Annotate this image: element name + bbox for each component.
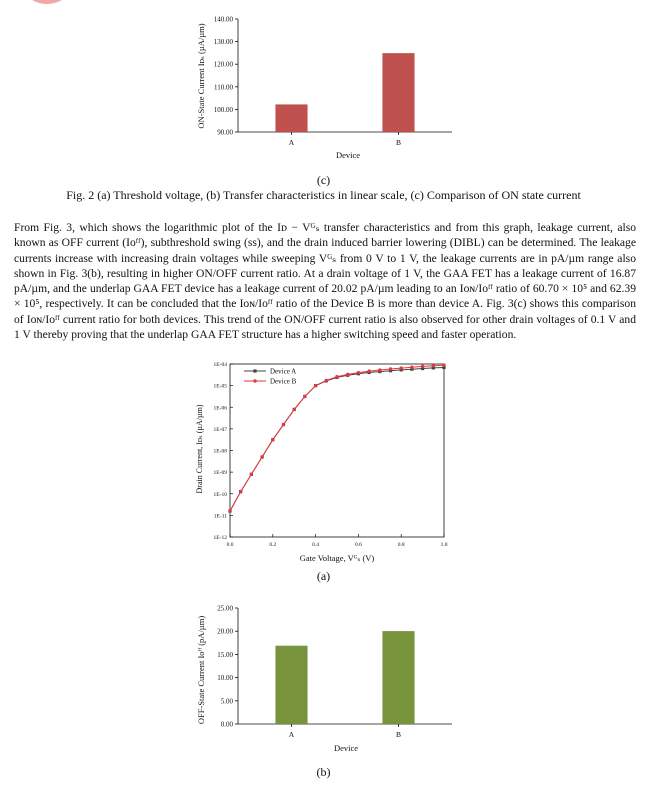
log-series-device-b-point [346, 373, 349, 376]
fig3a-caption: (a) [316, 569, 331, 583]
log-series-device-b-point [421, 365, 424, 368]
on-chart-bar-b [382, 53, 414, 132]
on-chart-x-tick-label: A [288, 138, 295, 147]
log-series-device-b-point [293, 408, 296, 411]
log-series-device-b-point [271, 438, 274, 441]
on-chart-xlabel: Device [335, 150, 361, 160]
on-current-bar-chart [0, 0, 647, 200]
log-series-device-b-point [410, 366, 413, 369]
off-chart-ylabel: OFF-State Current Iᴏᶠᶠ (pA/µm) [196, 615, 206, 725]
log-series-device-b-point [432, 364, 435, 367]
log-series-device-b-point [389, 367, 392, 370]
log-series-device-a-line [230, 367, 444, 511]
on-chart-bar-a [275, 104, 307, 132]
log-series-device-a-legend-label: Device A [270, 367, 297, 376]
log-chart-y-tick-label: 1E-10 [213, 491, 227, 498]
log-chart-frame [230, 364, 444, 537]
on-chart-y-tick-label: 140.00 [213, 15, 233, 24]
log-chart-x-tick-label: 0.0 [226, 542, 234, 548]
log-series-device-b-point [239, 490, 242, 493]
log-chart-y-tick-label: 1E-12 [213, 535, 227, 541]
off-chart-xlabel: Device [333, 743, 359, 753]
log-chart-x-tick-label: 1.0 [440, 542, 448, 548]
log-series-device-b-point [378, 368, 381, 371]
off-chart-y-tick-label: 20.00 [217, 627, 233, 636]
log-chart-x-tick-label: 0.4 [312, 542, 320, 548]
log-chart-xlabel: Gate Voltage, Vᴳₛ (V) [299, 553, 375, 563]
log-series-device-a-legend-marker [253, 369, 256, 372]
log-series-device-b-point [282, 423, 285, 426]
on-chart-y-tick-label: 90.00 [217, 128, 233, 137]
log-chart-y-tick-label: 1E-06 [213, 405, 227, 412]
log-series-device-b-point [357, 371, 360, 374]
off-chart-bar-a [275, 646, 307, 724]
on-chart-y-tick-label: 130.00 [213, 38, 233, 47]
log-chart-y-tick-label: 1E-08 [213, 448, 227, 455]
on-chart-x-tick-label: B [395, 138, 402, 147]
paragraph-text: From Fig. 3, which shows the logarithmic plot of the Iᴅ − Vᴳₛ transfer characteristics and from this graph, leakage current, also known as OFF current (Iᴏᶠᶠ), subthreshold swing (ss), and the drain induced barrier lowering (DIBL) can be determined. The leakage currents increase with increasing drain voltages while sweeping Vᴳₛ from 0 V to 1 V, the leakage currents are in pA/µm range also shown in Fig. 3(b), resulting in higher ON/OFF current ratio. At a drain voltage of 1 V, the GAA FET has a leakage current of 16.87 pA/µm, and the underlap GAA FET device has a leakage current of 20.02 pA/µm leading to an Iᴏɴ/Iᴏᶠᶠ ratio of 60.70 × 10⁵ and 62.39 × 10⁵, respectively. It can be concluded that the Iᴏɴ/Iᴏᶠᶠ ratio of the Device B is more than device A. Fig. 3(c) shows this comparison of Iᴏɴ/Iᴏᶠᶠ current ratio for both devices. This trend of the ON/OFF current ratio is also observed for other drain voltages of 0.1 V and 1 V thereby proving that the underlap GAA FET structure has a higher switching speed and faster operation. [14, 221, 636, 342]
log-series-device-b-point [250, 473, 253, 476]
log-series-device-b-point [400, 366, 403, 369]
off-chart-bar-b [382, 631, 414, 724]
log-series-device-b-point [442, 363, 445, 366]
log-chart-y-tick-label: 1E-11 [213, 513, 227, 520]
body-paragraph [14, 220, 636, 342]
log-series-device-b-line [230, 365, 444, 511]
log-chart-x-tick-label: 0.8 [397, 542, 405, 548]
off-chart-y-tick-label: 5.00 [220, 697, 233, 706]
log-series-device-b-point [303, 395, 306, 398]
log-series-device-b-point [325, 379, 328, 382]
on-chart-y-tick-label: 100.00 [213, 105, 233, 114]
log-chart-y-tick-label: 1E-05 [213, 383, 227, 390]
log-series-device-b-legend-marker [253, 379, 256, 382]
on-chart-y-tick-label: 110.00 [214, 83, 233, 92]
log-chart-y-tick-label: 1E-09 [213, 470, 227, 477]
off-chart-y-tick-label: 10.00 [217, 674, 233, 683]
off-chart-y-tick-label: 15.00 [217, 650, 233, 659]
log-series-device-b-point [367, 369, 370, 372]
fig2-caption: Fig. 2 (a) Threshold voltage, (b) Transfer characteristics in linear scale, (c) Comparison of ON state current [66, 188, 581, 202]
off-chart-x-tick-label: A [288, 730, 295, 739]
log-series-device-b-point [228, 509, 231, 512]
off-chart-y-tick-label: 0.00 [220, 720, 233, 729]
log-chart-y-tick-label: 1E-04 [213, 362, 227, 368]
on-chart-y-tick-label: 120.00 [213, 60, 233, 69]
log-series-device-b-point [335, 375, 338, 378]
log-chart-x-tick-label: 0.2 [269, 542, 277, 548]
off-current-bar-chart [0, 600, 647, 770]
log-series-device-b-point [314, 384, 317, 387]
log-chart-y-tick-label: 1E-07 [213, 426, 227, 433]
fig2c-caption: (c) [316, 173, 331, 187]
log-series-device-b-legend-label: Device B [270, 377, 297, 386]
off-chart-y-tick-label: 25.00 [217, 604, 233, 613]
off-chart-x-tick-label: B [395, 730, 402, 739]
log-chart-x-tick-label: 0.6 [354, 542, 362, 548]
on-chart-ylabel: ON-State Current Iᴅₛ (µA/µm) [196, 23, 206, 129]
fig3b-caption: (b) [316, 765, 331, 779]
log-chart-ylabel: Drain Current, Iᴅₛ (µA/µm) [195, 404, 204, 494]
log-series-device-b-point [260, 455, 263, 458]
log-transfer-chart [0, 355, 647, 595]
